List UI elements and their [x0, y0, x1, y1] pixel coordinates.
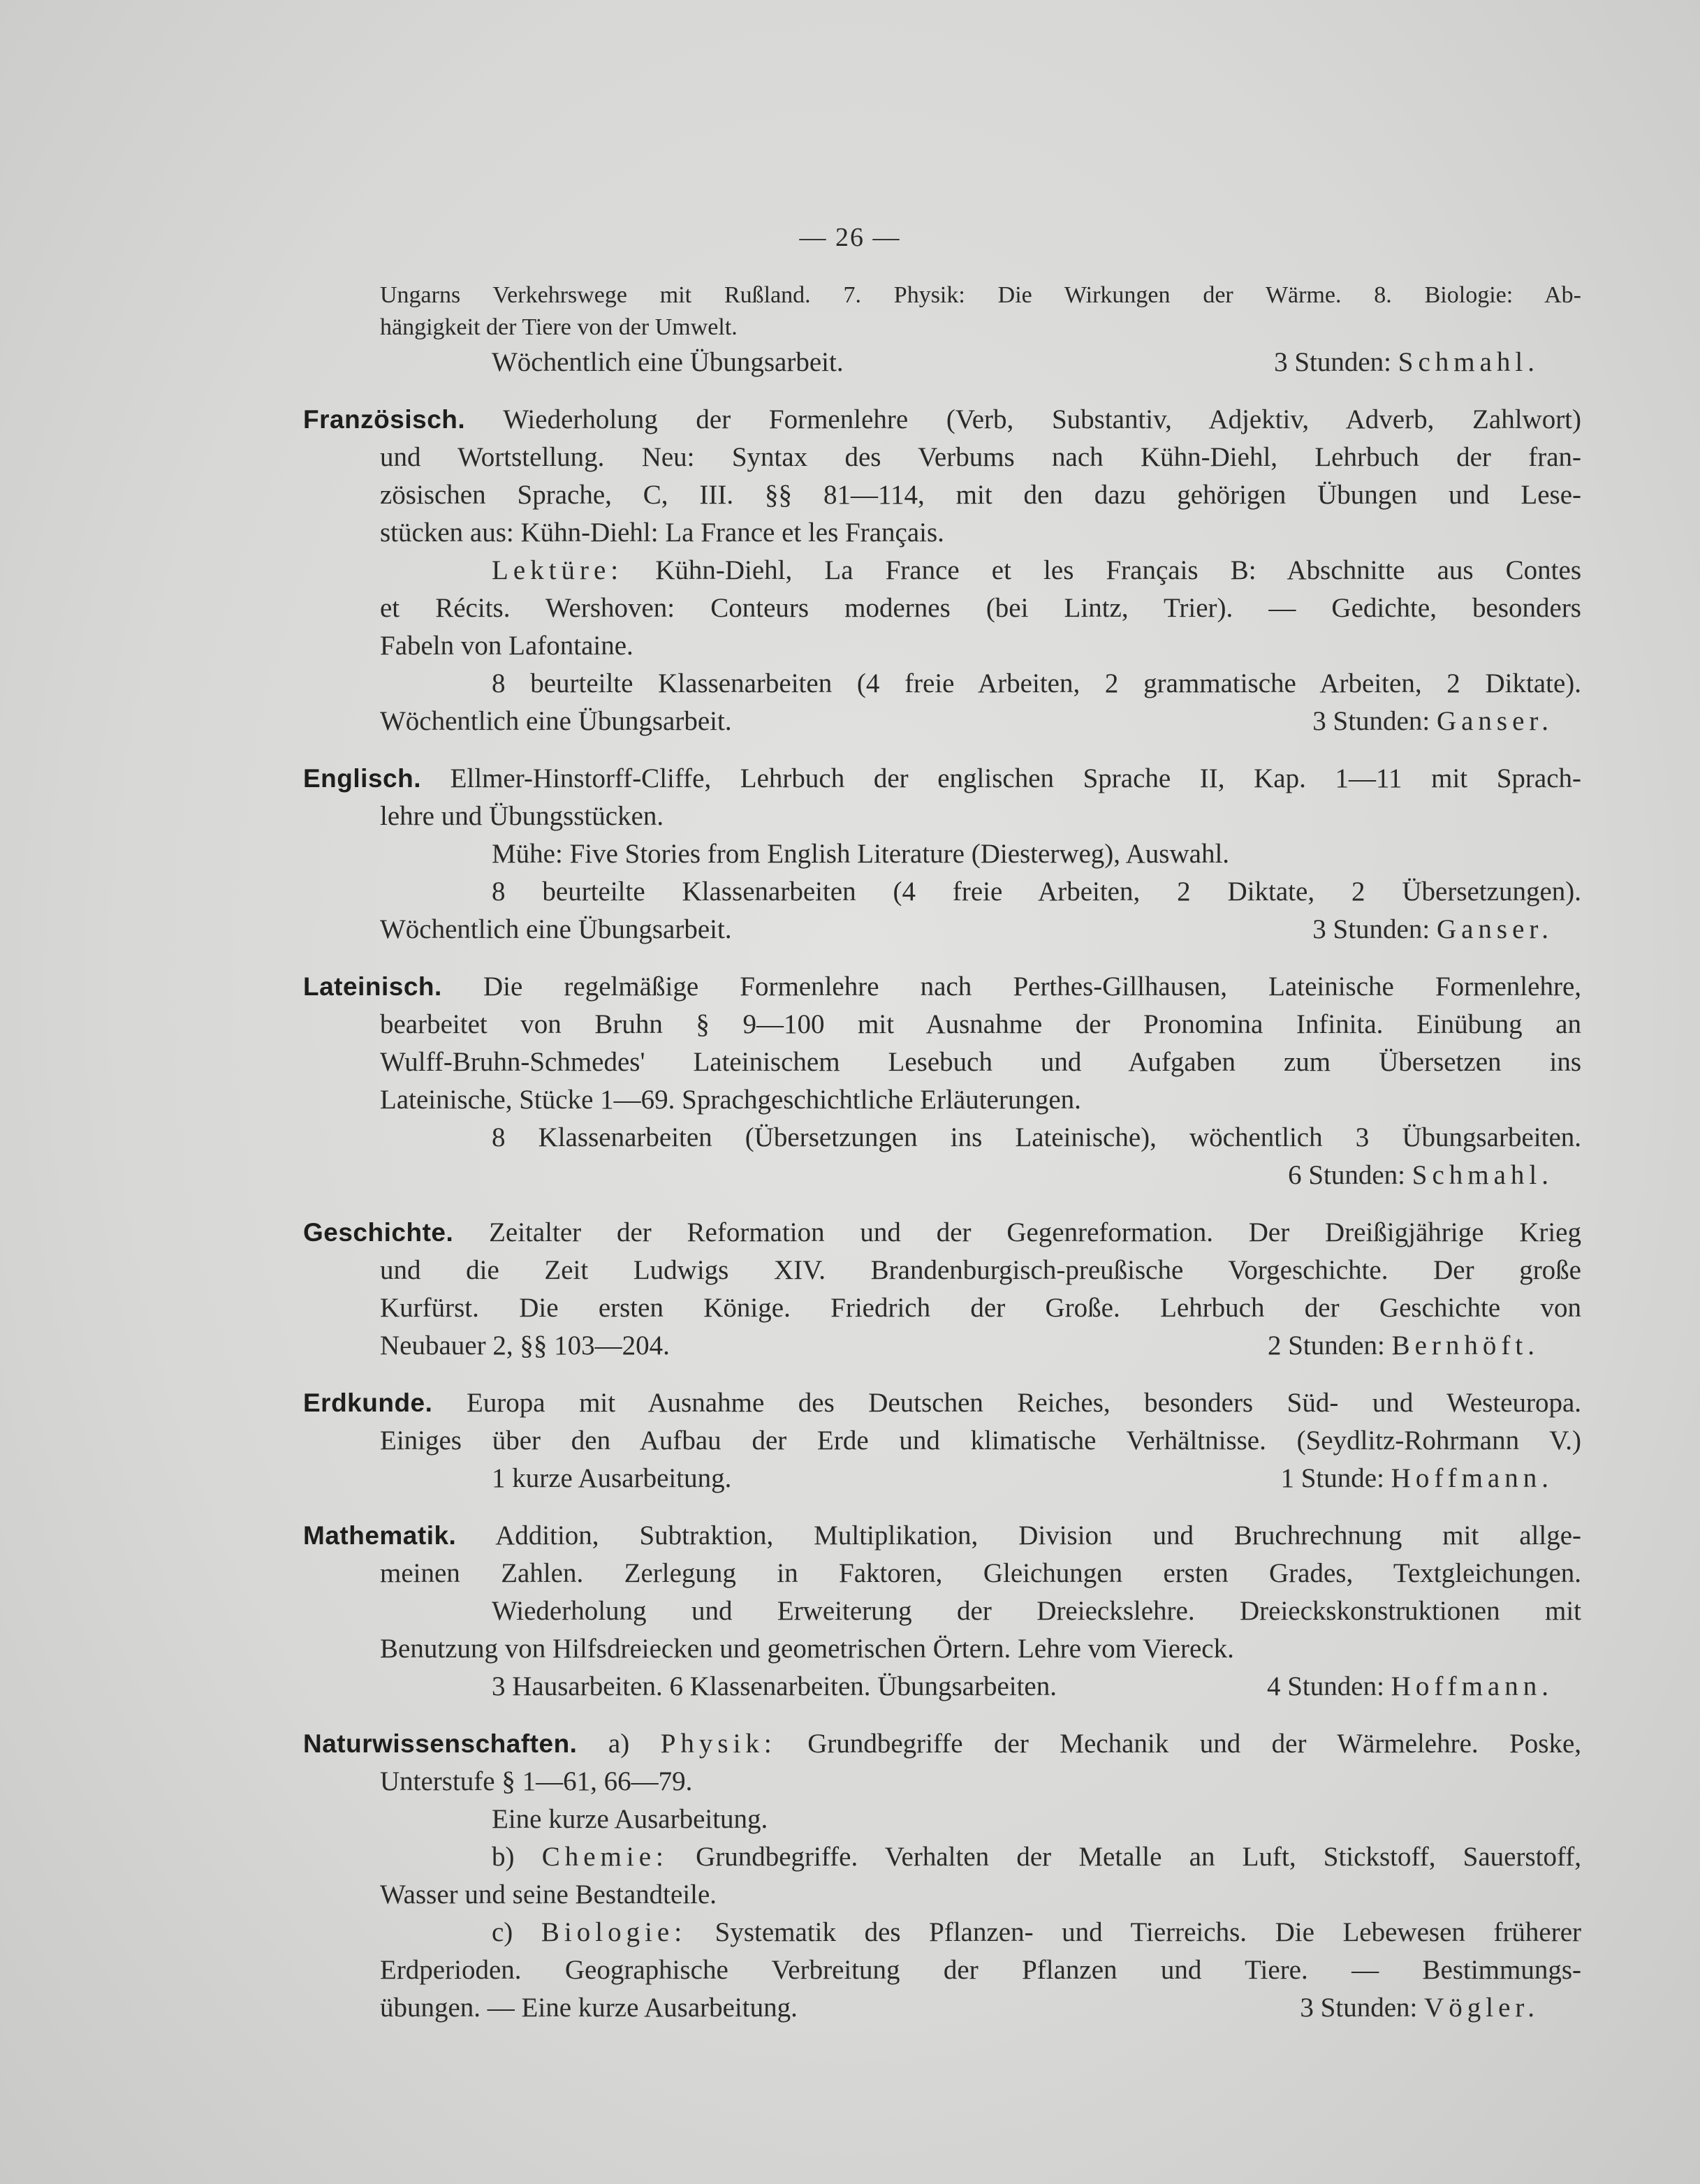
section-naturwissenschaften: Naturwissenschaften. a) Physik: Grundbegriffe der Mechanik und der Wärmelehre. Poske,: [303, 1729, 1582, 1759]
section-workload: Wöchentlich eine Übungsarbeit. 3 Stunden: Ganser.: [303, 703, 1581, 740]
section-erdkunde: Erdkunde. Europa mit Ausnahme des Deutschen Reiches, besonders Süd- und Westeuropa.: [303, 1388, 1582, 1418]
section-line: und die Zeit Ludwigs XIV. Brandenburgisch-preußische Vorgeschichte. Der große: [380, 1255, 1581, 1285]
teacher-hours: 6 Stunden: Schmahl.: [1288, 1160, 1553, 1190]
section-line: lehre und Übungsstücken.: [380, 801, 664, 831]
teacher-hours: 4 Stunden: Hoffmann.: [1266, 1671, 1553, 1701]
section-title: Mathematik.: [303, 1521, 457, 1550]
section-workload: Wöchentlich eine Übungsarbeit. 3 Stunden: Ganser.: [303, 911, 1581, 948]
section-line: Mühe: Five Stories from English Literature (Diesterweg), Auswahl.: [492, 839, 1230, 869]
workload-text: Wöchentlich eine Übungsarbeit.: [492, 347, 844, 377]
section-line: Wulff-Bruhn-Schmedes' Lateinischem Lesebuch und Aufgaben zum Übersetzen ins: [380, 1047, 1581, 1077]
teacher-hours: 3 Stunden: Ganser.: [1312, 914, 1553, 944]
section-title: Lateinisch.: [303, 972, 442, 1001]
section-title: Erdkunde.: [303, 1388, 433, 1417]
section-line: 8 beurteilte Klassenarbeiten (4 freie Arbeiten, 2 grammatische Arbeiten, 2 Diktate).: [492, 668, 1581, 698]
teacher-name: Ganser.: [1436, 914, 1553, 944]
section-title: Französisch.: [303, 405, 466, 434]
teacher-name: Hoffmann.: [1391, 1463, 1553, 1493]
page-body: [303, 279, 1581, 2027]
teacher-name: Schmahl.: [1412, 1160, 1553, 1190]
section-line: 8 Klassenarbeiten (Übersetzungen ins Lateinische), wöchentlich 3 Übungsarbeiten.: [492, 1122, 1581, 1152]
section-mathematik: Mathematik. Addition, Subtraktion, Multiplikation, Division und Bruchrechnung mit allge-: [303, 1520, 1581, 1551]
page-number: — 26 —: [799, 223, 901, 252]
teacher-hours: 3 Stunden: Schmahl.: [1274, 347, 1539, 377]
teacher-name: Ganser.: [1436, 706, 1553, 736]
teacher-hours: 3 Stunden: Ganser.: [1312, 706, 1553, 736]
teacher-name: Bernhöft.: [1391, 1331, 1539, 1361]
section-line: Unterstufe § 1—61, 66—79.: [380, 1766, 693, 1796]
section-line: meinen Zahlen. Zerlegung in Faktoren, Gleichungen ersten Grades, Textgleichungen.: [380, 1558, 1581, 1588]
section-line: Benutzung von Hilfsdreiecken und geometrischen Örtern. Lehre vom Viereck.: [380, 1634, 1234, 1664]
section-line: 8 beurteilte Klassenarbeiten (4 freie Arbeiten, 2 Diktate, 2 Übersetzungen).: [492, 877, 1581, 907]
teacher-hours: 2 Stunden: Bernhöft.: [1267, 1331, 1539, 1361]
section-line: Erdperioden. Geographische Verbreitung der Pflanzen und Tiere. — Bestimmungs-: [380, 1955, 1581, 1985]
section-line: Lateinische, Stücke 1—69. Sprachgeschichtliche Erläuterungen.: [380, 1085, 1081, 1115]
section-title: Naturwissenschaften.: [303, 1729, 578, 1758]
section-line: c) Biologie: Systematik des Pflanzen- und Tierreichs. Die Lebewesen früherer: [492, 1917, 1582, 1947]
section-line: bearbeitet von Bruhn § 9—100 mit Ausnahme der Pronomina Infinita. Einübung an: [380, 1009, 1581, 1039]
intro-line: Ungarns Verkehrswege mit Rußland. 7. Physik: Die Wirkungen der Wärme. 8. Biologie: Ab-: [380, 282, 1581, 308]
teacher-hours: 1 Stunde: Hoffmann.: [1280, 1463, 1553, 1493]
section-workload: 1 kurze Ausarbeitung. 1 Stunde: Hoffmann.: [303, 1460, 1581, 1497]
intro-line: hängigkeit der Tiere von der Umwelt.: [380, 314, 738, 340]
section-workload: 3 Hausarbeiten. 6 Klassenarbeiten. Übungsarbeiten. 4 Stunden: Hoffmann.: [303, 1668, 1581, 1706]
section-workload: Neubauer 2, §§ 103—204. 2 Stunden: Bernhöft.: [303, 1327, 1581, 1365]
teacher-name: Schmahl.: [1398, 347, 1539, 377]
section-title: Englisch.: [303, 764, 421, 793]
intro-workload: [303, 344, 1581, 381]
section-workload: übungen. — Eine kurze Ausarbeitung. 3 Stunden: Vögler.: [303, 1989, 1581, 2027]
section-line: Kurfürst. Die ersten Könige. Friedrich der Große. Lehrbuch der Geschichte von: [380, 1293, 1581, 1323]
section-geschichte: Geschichte. Zeitalter der Reformation und der Gegenreformation. Der Dreißigjährige Krieg: [303, 1217, 1581, 1247]
section-franzoesisch: Französisch. Wiederholung der Formenlehre (Verb, Substantiv, Adjektiv, Adverb, Zahlwort): [303, 404, 1581, 434]
section-line: Lektüre: Kühn-Diehl, La France et les Français B: Abschnitte aus Contes: [492, 555, 1581, 585]
section-workload: [303, 1157, 1581, 1194]
section-line: Einiges über den Aufbau der Erde und klimatische Verhältnisse. (Seydlitz-Rohrmann V.): [380, 1426, 1581, 1456]
section-line: Fabeln von Lafontaine.: [380, 631, 633, 661]
section-title: Geschichte.: [303, 1218, 454, 1247]
teacher-hours: 3 Stunden: Vögler.: [1300, 1993, 1539, 2023]
section-line: et Récits. Wershoven: Conteurs modernes (bei Lintz, Trier). — Gedichte, besonders: [380, 593, 1581, 623]
section-line: stücken aus: Kühn-Diehl: La France et les Français.: [380, 518, 944, 548]
section-lateinisch: Lateinisch. Die regelmäßige Formenlehre nach Perthes-Gillhausen, Lateinische Formenlehre,: [303, 972, 1582, 1002]
teacher-name: Vögler.: [1424, 1993, 1539, 2023]
section-line: Wiederholung und Erweiterung der Dreieckslehre. Dreieckskonstruktionen mit: [492, 1596, 1581, 1626]
section-line: Wasser und seine Bestandteile.: [380, 1879, 717, 1910]
section-line: Eine kurze Ausarbeitung.: [492, 1804, 768, 1834]
section-line: b) Chemie: Grundbegriffe. Verhalten der Metalle an Luft, Stickstoff, Sauerstoff,: [492, 1842, 1582, 1872]
section-line: zösischen Sprache, C, III. §§ 81—114, mit den dazu gehörigen Übungen und Lese-: [380, 480, 1581, 510]
section-englisch: Englisch. Ellmer-Hinstorff-Cliffe, Lehrbuch der englischen Sprache II, Kap. 1—11 mit Sprach-: [303, 763, 1582, 793]
teacher-name: Hoffmann.: [1391, 1671, 1553, 1701]
section-line: und Wortstellung. Neu: Syntax des Verbums nach Kühn-Diehl, Lehrbuch der fran-: [380, 442, 1581, 472]
